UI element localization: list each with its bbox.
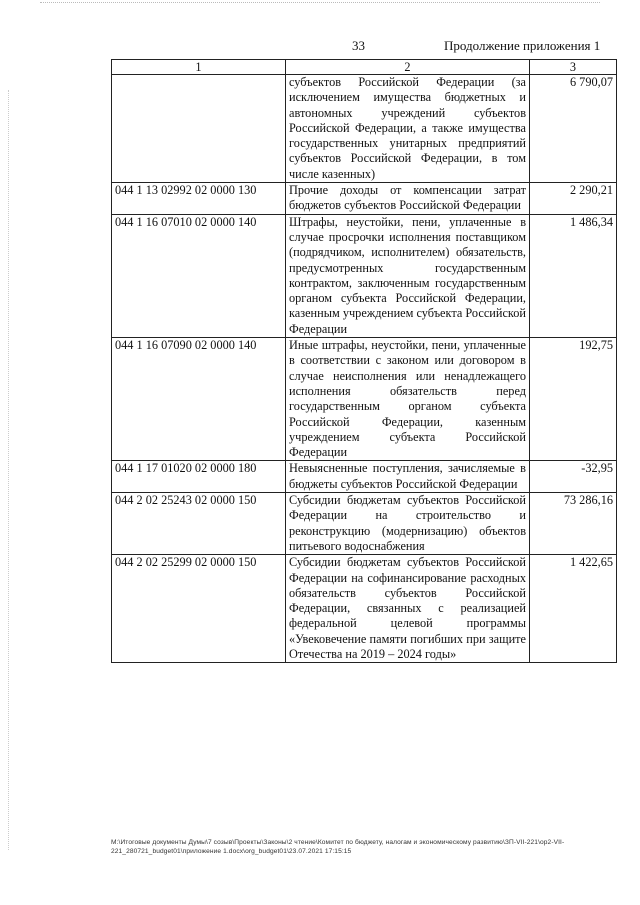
table-row <box>112 214 617 337</box>
scan-edge-dots <box>40 2 600 7</box>
continuation-label: Продолжение приложения 1 <box>444 38 601 53</box>
table-row <box>112 461 617 493</box>
row-description: Субсидии бюджетам субъектов Российской Федерации на строительство и реконструкцию (модернизацию) объектов питьевого водоснабжения <box>286 493 530 555</box>
column-header-2: 2 <box>286 60 530 75</box>
table-row <box>112 493 617 555</box>
row-amount: 1 422,65 <box>530 555 617 663</box>
revenue-table <box>111 59 617 663</box>
table-row <box>112 555 617 663</box>
document-path-footer: M:\Итоговые документы Думы\7 созыв\Проекты\Законы\2 чтение\Комитет по бюджету, налогам и экономическому развитию\ЗП-VII-221\ор2-VII-221_280721_budget01\приложение 1.docx\org_budget01\23.07.2021 17:15:15 <box>111 839 565 855</box>
row-code: 044 1 13 02992 02 0000 130 <box>112 183 286 215</box>
column-header-1: 1 <box>112 60 286 75</box>
table-header-row <box>112 60 617 75</box>
table-row <box>112 338 617 461</box>
page-number: 33 <box>352 38 365 53</box>
row-code: 044 2 02 25243 02 0000 150 <box>112 493 286 555</box>
row-description: Штрафы, неустойки, пени, уплаченные в случае просрочки исполнения поставщиком (подрядчиком, исполнителем) обязательств, предусмотренных государственным контрактом, заключенным государственным органом субъекта Российской Федерации, казенным учреждением субъекта Российской Федерации <box>286 214 530 337</box>
row-code: 044 2 02 25299 02 0000 150 <box>112 555 286 663</box>
row-description: субъектов Российской Федерации (за исключением имущества бюджетных и автономных учреждений субъектов Российской Федерации, а также имущества государственных унитарных предприятий субъектов Российской Федерации, в том числе казенных) <box>286 75 530 183</box>
row-code <box>112 75 286 183</box>
row-amount: 6 790,07 <box>530 75 617 183</box>
table-row <box>112 75 617 183</box>
row-description: Невыясненные поступления, зачисляемые в бюджеты субъектов Российской Федерации <box>286 461 530 493</box>
column-header-3: 3 <box>530 60 617 75</box>
row-amount: -32,95 <box>530 461 617 493</box>
row-description: Прочие доходы от компенсации затрат бюджетов субъектов Российской Федерации <box>286 183 530 215</box>
row-code: 044 1 17 01020 02 0000 180 <box>112 461 286 493</box>
row-amount: 2 290,21 <box>530 183 617 215</box>
row-description: Иные штрафы, неустойки, пени, уплаченные в соответствии с законом или договором в случае неисполнения или ненадлежащего исполнения обязательств перед государственным органом субъекта Российской Федерации, казенным учреждением субъекта Российской Федерации <box>286 338 530 461</box>
scan-margin-line <box>8 90 10 850</box>
row-code: 044 1 16 07090 02 0000 140 <box>112 338 286 461</box>
row-code: 044 1 16 07010 02 0000 140 <box>112 214 286 337</box>
row-amount: 73 286,16 <box>530 493 617 555</box>
row-amount: 1 486,34 <box>530 214 617 337</box>
row-description: Субсидии бюджетам субъектов Российской Федерации на софинансирование расходных обязательств субъектов Российской Федерации, связанных с реализацией федеральной целевой программы «Увековечение памяти погибших при защите Отечества на 2019 – 2024 годы» <box>286 555 530 663</box>
table-row <box>112 183 617 215</box>
row-amount: 192,75 <box>530 338 617 461</box>
